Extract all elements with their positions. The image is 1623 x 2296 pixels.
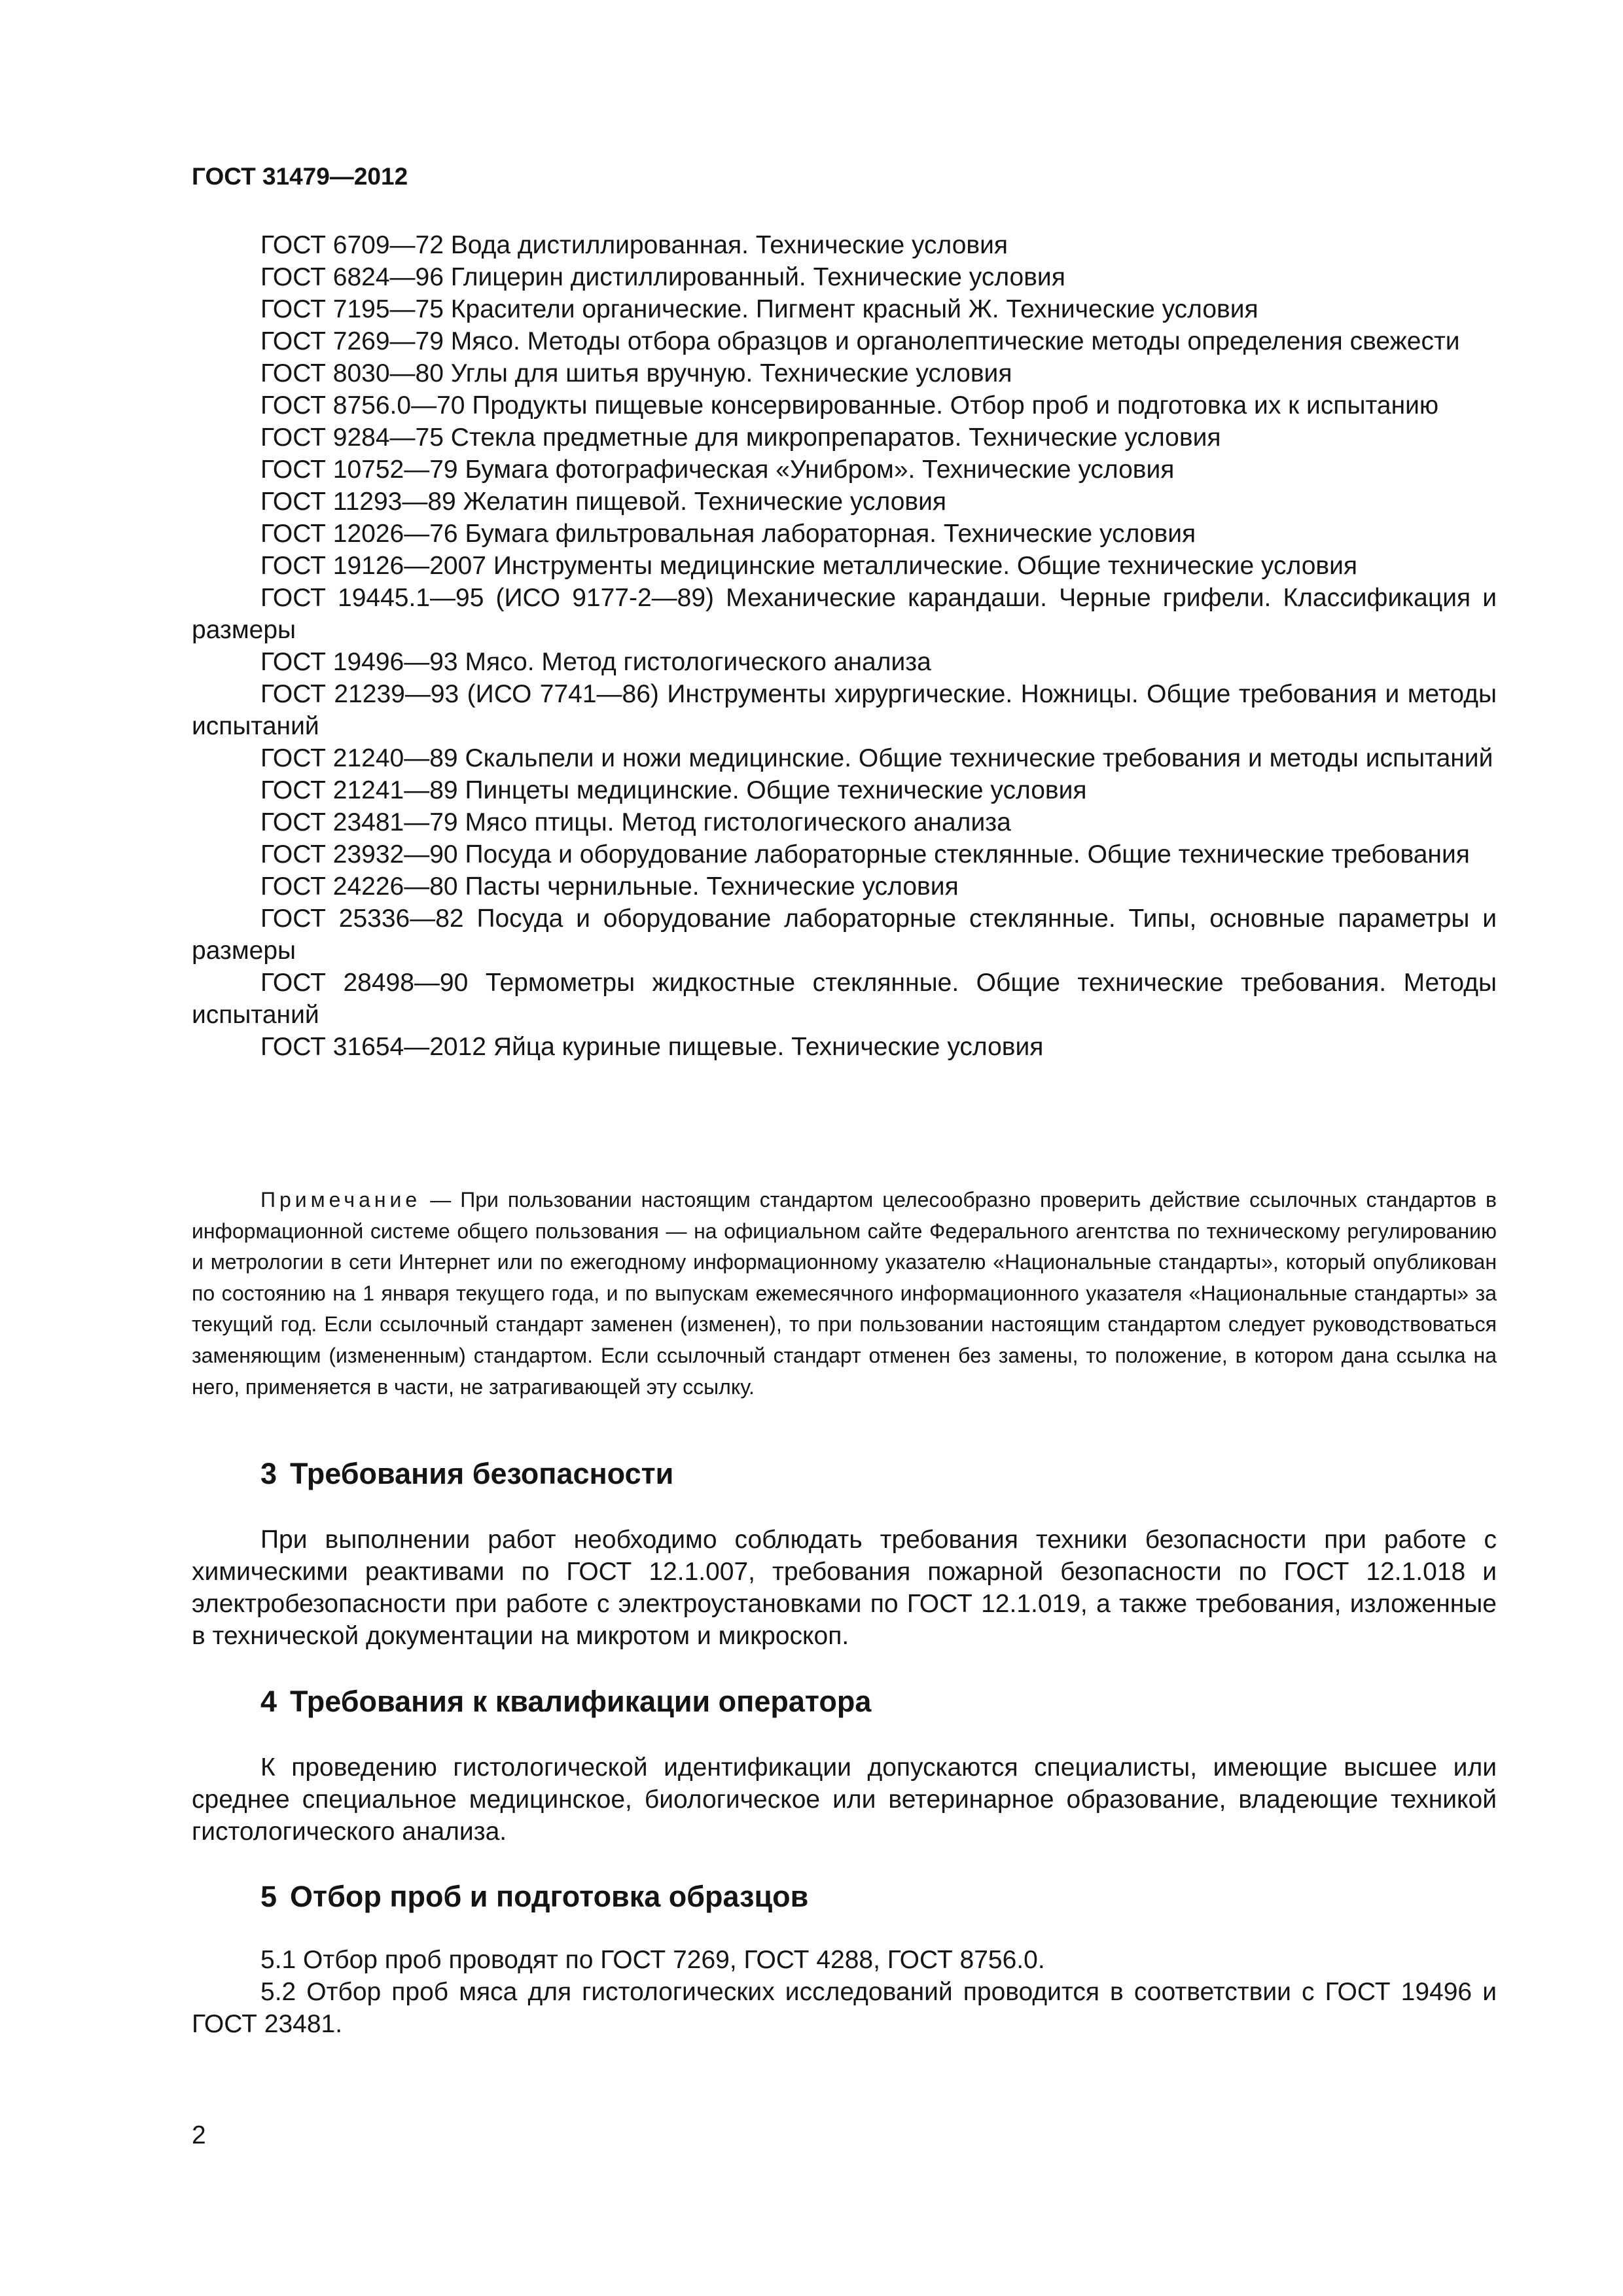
reference-id: ГОСТ 10752—79: [260, 456, 458, 484]
reference-title: Посуда и оборудование лабораторные стеклянные. Типы, основные параметры и размеры: [192, 905, 1497, 965]
reference-id: ГОСТ 23932—90: [260, 840, 458, 869]
section-4-paragraph: К проведению гистологической идентификации допускаются специалисты, имеющие высшее или среднее специальное медицинское, биологическое или ветеринарное образование, владеющие техникой гистологического анализа.: [192, 1753, 1497, 1846]
reference-title: Бумага фильтровальная лабораторная. Технические условия: [465, 520, 1196, 548]
reference-id: ГОСТ 6709—72: [260, 231, 444, 259]
reference-id: ГОСТ 9284—75: [260, 423, 444, 452]
reference-title: Вода дистиллированная. Технические условия: [450, 231, 1008, 259]
section-5-paragraph-5-2: 5.2 Отбор проб мяса для гистологических исследований проводится в соответствии с ГОСТ 19496 и ГОСТ 23481.: [192, 1978, 1497, 2038]
reference-title: Пасты чернильные. Технические условия: [465, 872, 959, 901]
reference-title: Продукты пищевые консервированные. Отбор проб и подготовка их к испытанию: [472, 391, 1439, 420]
reference-item: [192, 774, 1497, 806]
reference-title: Мясо птицы. Метод гистологического анализа: [465, 808, 1011, 836]
section-4-heading: [260, 1683, 871, 1720]
page-number: 2: [192, 2121, 206, 2149]
reference-id: ГОСТ 21239—93 (ИСО 7741—86): [260, 680, 659, 708]
reference-item: [192, 870, 1497, 903]
reference-id: ГОСТ 6824—96: [260, 263, 444, 291]
reference-id: ГОСТ 24226—80: [260, 872, 458, 901]
reference-id: ГОСТ 7269—79: [260, 327, 444, 355]
reference-item: [192, 678, 1497, 742]
reference-item: [192, 454, 1497, 486]
note-text: — При пользовании настоящим стандартом целесообразно проверить действие ссылочных стандартов в информационной системе общего пользования — на официальном сайте Федерального агентства по техническому регулированию и метрологии в сети Интернет или по ежегодному информационному указателю «Национальные стандарты», который опубликован по состоянию на 1 января текущего года, и по выпускам ежемесячного информационного указателя «Национальные стандарты» за текущий год. Если ссылочный стандарт заменен (изменен), то при пользовании настоящим стандартом следует руководствоваться заменяющим (измененным) стандартом. Если ссылочный стандарт отменен без замены, то положение, в котором дана ссылка на него, применяется в части, не затрагивающей эту ссылку.: [192, 1188, 1497, 1399]
section-title: Требования к квалификации оператора: [290, 1685, 872, 1718]
note-block: [192, 1185, 1497, 1403]
section-3-paragraph: При выполнении работ необходимо соблюдать требования техники безопасности при работе с химическими реактивами по ГОСТ 12.1.007, требования пожарной безопасности по ГОСТ 12.1.018 и электробезопасности при работе с электроустановками по ГОСТ 12.1.019, а также требования, изложенные в технической документации на микротом и микроскоп.: [192, 1526, 1497, 1650]
reference-id: ГОСТ 21240—89: [260, 744, 458, 772]
reference-title: Глицерин дистиллированный. Технические условия: [450, 263, 1065, 291]
normative-references-list: [192, 229, 1497, 1063]
reference-title: Скальпели и ножи медицинские. Общие технические требования и методы испытаний: [465, 744, 1493, 772]
reference-title: Посуда и оборудование лабораторные стеклянные. Общие технические требования: [465, 840, 1470, 869]
reference-title: Термометры жидкостные стеклянные. Общие технические требования. Методы испытаний: [192, 969, 1497, 1029]
reference-title: Красители органические. Пигмент красный Ж. Технические условия: [450, 295, 1258, 323]
reference-item: [192, 806, 1497, 838]
reference-item: [192, 838, 1497, 870]
reference-item: [192, 646, 1497, 678]
reference-id: ГОСТ 25336—82: [260, 905, 464, 933]
reference-item: [192, 325, 1497, 357]
note-paragraph: [192, 1185, 1497, 1403]
document-header: ГОСТ 31479—2012: [192, 163, 408, 190]
reference-id: ГОСТ 28498—90: [260, 969, 469, 997]
reference-item: [192, 903, 1497, 967]
reference-title: Желатин пищевой. Технические условия: [463, 488, 947, 516]
reference-item: [192, 582, 1497, 646]
reference-item: [192, 293, 1497, 325]
reference-item: [192, 389, 1497, 422]
reference-id: ГОСТ 31654—2012: [260, 1033, 487, 1061]
section-5-paragraph-5-1: 5.1 Отбор проб проводят по ГОСТ 7269, ГОСТ 4288, ГОСТ 8756.0.: [260, 1946, 1045, 1974]
reference-id: ГОСТ 23481—79: [260, 808, 458, 836]
section-5-heading: [260, 1878, 808, 1915]
note-label: Примечание: [260, 1188, 421, 1211]
reference-item: [192, 422, 1497, 454]
reference-title: Углы для шитья вручную. Технические условия: [450, 359, 1012, 387]
reference-title: Стекла предметные для микропрепаратов. Технические условия: [450, 423, 1221, 452]
reference-item: [192, 518, 1497, 550]
section-number: 4: [260, 1685, 277, 1718]
section-title: Отбор проб и подготовка образцов: [290, 1880, 809, 1913]
reference-title: Мясо. Методы отбора образцов и органолептические методы определения свежести: [450, 327, 1460, 355]
reference-item: [192, 967, 1497, 1031]
reference-id: ГОСТ 19445.1—95 (ИСО 9177-2—89): [260, 584, 715, 612]
reference-id: ГОСТ 7195—75: [260, 295, 444, 323]
reference-item: [192, 229, 1497, 261]
reference-title: Механические карандаши. Черные грифели. Классификация и размеры: [192, 584, 1497, 644]
reference-item: [192, 742, 1497, 774]
reference-title: Бумага фотографическая «Унибром». Технические условия: [465, 456, 1175, 484]
section-number: 3: [260, 1457, 277, 1490]
reference-title: Пинцеты медицинские. Общие технические условия: [465, 776, 1087, 804]
reference-item: [192, 1031, 1497, 1063]
reference-item: [192, 261, 1497, 293]
reference-title: Яйца куриные пищевые. Технические условия: [493, 1033, 1044, 1061]
reference-id: ГОСТ 8030—80: [260, 359, 444, 387]
reference-title: Инструменты медицинские металлические. Общие технические условия: [493, 552, 1358, 580]
reference-id: ГОСТ 12026—76: [260, 520, 458, 548]
reference-id: ГОСТ 21241—89: [260, 776, 458, 804]
reference-id: ГОСТ 19126—2007: [260, 552, 487, 580]
reference-title: Инструменты хирургические. Ножницы. Общие требования и методы испытаний: [192, 680, 1497, 740]
section-title: Требования безопасности: [290, 1457, 674, 1490]
reference-id: ГОСТ 8756.0—70: [260, 391, 465, 420]
section-number: 5: [260, 1880, 277, 1913]
section-3-heading: [260, 1456, 673, 1492]
reference-item: [192, 357, 1497, 389]
reference-item: [192, 486, 1497, 518]
reference-title: Мясо. Метод гистологического анализа: [465, 648, 931, 676]
reference-id: ГОСТ 19496—93: [260, 648, 458, 676]
reference-item: [192, 550, 1497, 582]
reference-id: ГОСТ 11293—89: [260, 488, 456, 516]
